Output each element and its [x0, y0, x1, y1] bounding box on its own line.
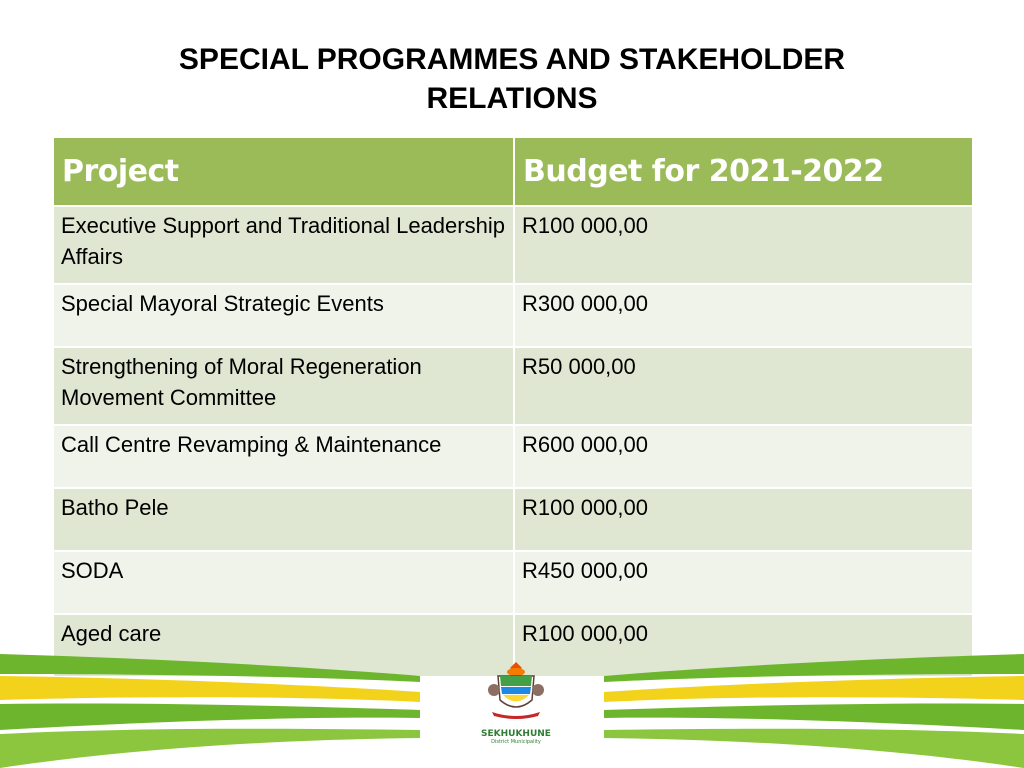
- project-cell: Batho Pele: [53, 488, 514, 551]
- table-row: [53, 284, 973, 347]
- logo-subtitle: District Municipality: [491, 739, 541, 745]
- header-budget: Budget for 2021-2022: [514, 137, 973, 206]
- project-cell: Special Mayoral Strategic Events: [53, 284, 514, 347]
- budget-table: [52, 136, 974, 678]
- budget-cell: R450 000,00: [514, 551, 973, 614]
- logo-name: SEKHUKHUNE: [481, 729, 551, 739]
- budget-cell: R50 000,00: [514, 347, 973, 425]
- budget-cell: R600 000,00: [514, 425, 973, 488]
- project-cell: Executive Support and Traditional Leadership Affairs: [53, 206, 514, 284]
- page-title: [0, 40, 1024, 118]
- budget-cell: R100 000,00: [514, 488, 973, 551]
- budget-cell: R300 000,00: [514, 284, 973, 347]
- coat-of-arms-icon: [486, 660, 546, 722]
- budget-cell: R100 000,00: [514, 614, 973, 677]
- table-row: [53, 551, 973, 614]
- project-cell: SODA: [53, 551, 514, 614]
- project-cell: Strengthening of Moral Regeneration Movement Committee: [53, 347, 514, 425]
- sekhukhune-logo: [476, 660, 556, 752]
- table-row: [53, 488, 973, 551]
- left-swoosh-decoration: [0, 650, 420, 768]
- budget-cell: R100 000,00: [514, 206, 973, 284]
- table-row: [53, 425, 973, 488]
- table-row: [53, 206, 973, 284]
- project-cell: Aged care: [53, 614, 514, 677]
- table-header-row: [53, 137, 973, 206]
- project-cell: Call Centre Revamping & Maintenance: [53, 425, 514, 488]
- table-row: [53, 347, 973, 425]
- page-title-line-2: RELATIONS: [426, 82, 598, 115]
- header-project: Project: [53, 137, 514, 206]
- right-swoosh-decoration: [604, 650, 1024, 768]
- page-title-line-1: SPECIAL PROGRAMMES AND STAKEHOLDER: [178, 43, 846, 76]
